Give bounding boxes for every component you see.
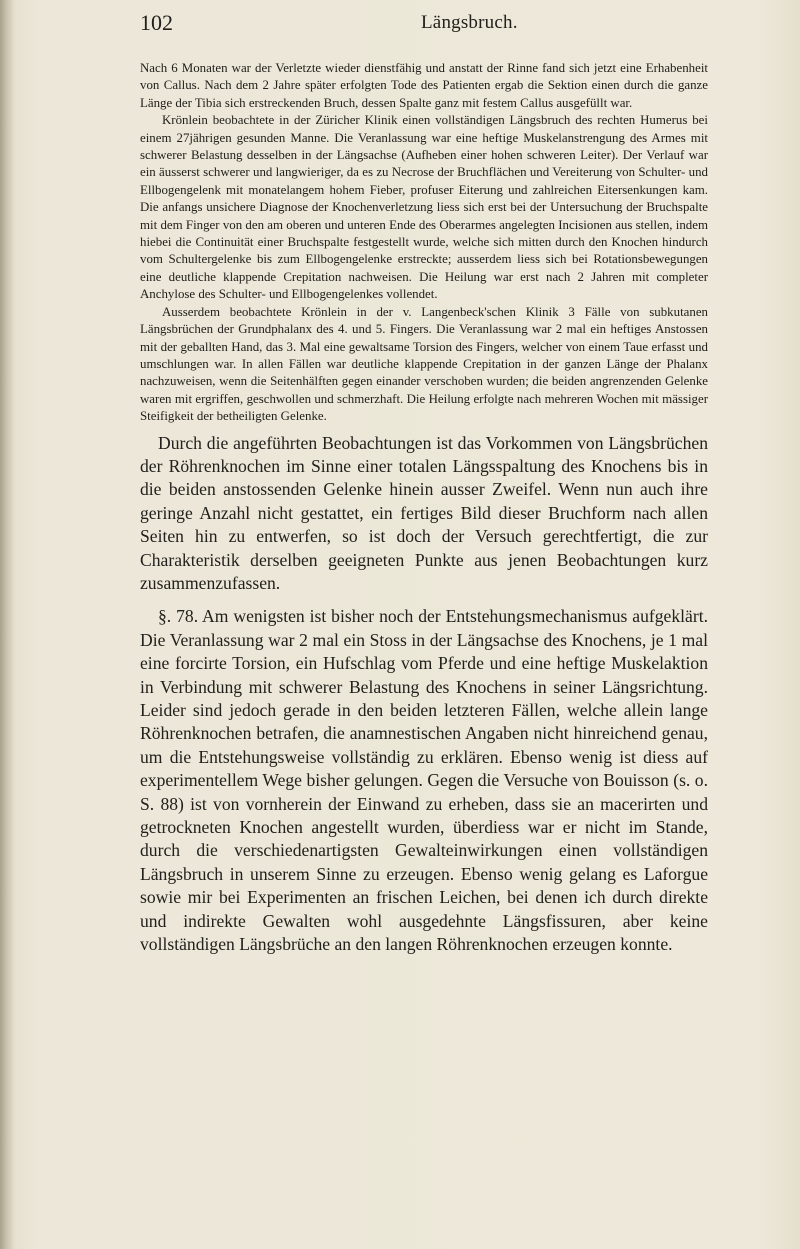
paragraph-humerus-case: Krönlein beobachtete in der Züricher Klinik einen vollständigen Längsbruch des rechten Humerus bei einem 27jährigen gesunden Manne. Die Veranlassung war eine heftige Muskelanstrengung des Armes mit schwerer Belastung desselben in der Längsachse (Aufheben einer hohen schweren Leiter). Der Verlauf war ein äusserst schwerer und langwieriger, da es zu Necrose der Bruchflächen und Vereiterung von Schulter- und Ellbogengelenk mit monatelangem hohem Fieber, profuser Eiterung und zahlreichen Eitersenkungen kam. Die anfangs unsichere Diagnose der Knochenverletzung liess sich erst bei der Untersuchung der Bruchspalte mit dem Finger von den am oberen und unteren Ende des Oberarmes angelegten Incisionen aus stellen, indem hiebei die Continuität einer Bruchspalte festgestellt wurde, welche sich mitten durch den Knochen hindurch vom Schultergelenke bis zum Ellbogengelenke erstreckte; ausserdem liess sich bei Rotationsbewegungen eine deutliche klappende Crepitation nachweisen. Die Heilung war erst nach 2 Jahren mit completer Anchylose des Schulter- und Ellbogengelenkes vollendet. xyxy=(140,113,708,302)
paragraph-phalanx-cases: Ausserdem beobachtete Krönlein in der v. Langenbeck'schen Klinik 3 Fälle von subkutanen Längsbrüchen der Grundphalanx des 4. und 5. Fingers. Die Veranlassung war 2 mal ein heftiges Anstossen mit der geballten Hand, das 3. Mal eine gewaltsame Torsion des Fingers, welcher von einem Taue erfasst und umschlungen war. In allen Fällen war deutliche klappende Crepitation in der ganzen Länge der Phalanx nachzuweisen, wenn die Seitenhälften gegen einander verschoben wurden; die beiden angrenzenden Gelenke waren mit ergriffen, geschwollen und schmerzhaft. Die Heilung erfolgte nach mehreren Wochen mit mässiger Steifigkeit der betheiligten Gelenke. xyxy=(140,304,708,424)
paragraph-conclusion: Durch die angeführten Beobachtungen ist das Vorkommen von Längsbrüchen der Röhrenknochen im Sinne einer totalen Längsspaltung des Knochens bis in die beiden anstossenden Gelenke hinein ausser Zweifel. Wenn nun auch ihre geringe Anzahl nicht gestattet, ein fertiges Bild dieser Bruchform nach allen Seiten hin zu entwerfen, so ist doch der Versuch gerechtfertigt, die zur Charakteristik derselben geeigneten Punkte aus jenen Beobachtungen kurz zusammenzufassen. xyxy=(140,432,708,593)
page-body xyxy=(140,60,708,956)
page-number: 102 xyxy=(140,10,173,35)
running-title: Längsbruch. xyxy=(421,12,518,33)
page-header xyxy=(140,10,700,44)
paragraph-section-78: §. 78. Am wenigsten ist bisher noch der Entstehungsmechanismus aufgeklärt. Die Veranlassung war 2 mal ein Stoss in der Längsachse des Knochens, je 1 mal eine forcirte Torsion, ein Hufschlag vom Pferde und eine heftige Muskelaktion in Verbindung mit schwerer Belastung des Knochens in seiner Längsrichtung. Leider sind jedoch gerade in den beiden letzteren Fällen, welche allein lange Röhrenknochen betrafen, die anamnestischen Angaben nicht hinreichend genau, um die Entstehungsweise vollständig zu erklären. Ebenso wenig ist diess auf experimentellem Wege bisher gelungen. Gegen die Versuche von Bouisson (s. o. S. 88) ist von vornherein der Einwand zu erheben, dass sie an macerirten und getrockneten Knochen angestellt wurden, überdiess war er nicht im Stande, durch die verschiedenartigsten Gewalteinwirkungen einen vollständigen Längsbruch in unserem Sinne zu erzeugen. Ebenso wenig gelang es Laforgue sowie mir bei Experimenten an frischen Leichen, bei denen ich durch direkte und indirekte Gewalten wohl ausgedehnte Längsfissuren, aber keine vollständigen Längsbrüche an den langen Röhrenknochen erzeugen konnte. xyxy=(140,606,708,955)
section-spacer xyxy=(140,595,708,605)
paragraph-tibia-case: Nach 6 Monaten war der Verletzte wieder dienstfähig und anstatt der Rinne fand sich jetzt eine Erhabenheit von Callus. Nach dem 2 Jahre später erfolgten Tode des Patienten ergab die Sektion einen durch die ganze Länge der Tibia sich erstreckenden Bruch, dessen Spalte ganz mit festem Callus ausgefüllt war. xyxy=(140,61,708,110)
book-binding-shadow xyxy=(0,0,14,1249)
